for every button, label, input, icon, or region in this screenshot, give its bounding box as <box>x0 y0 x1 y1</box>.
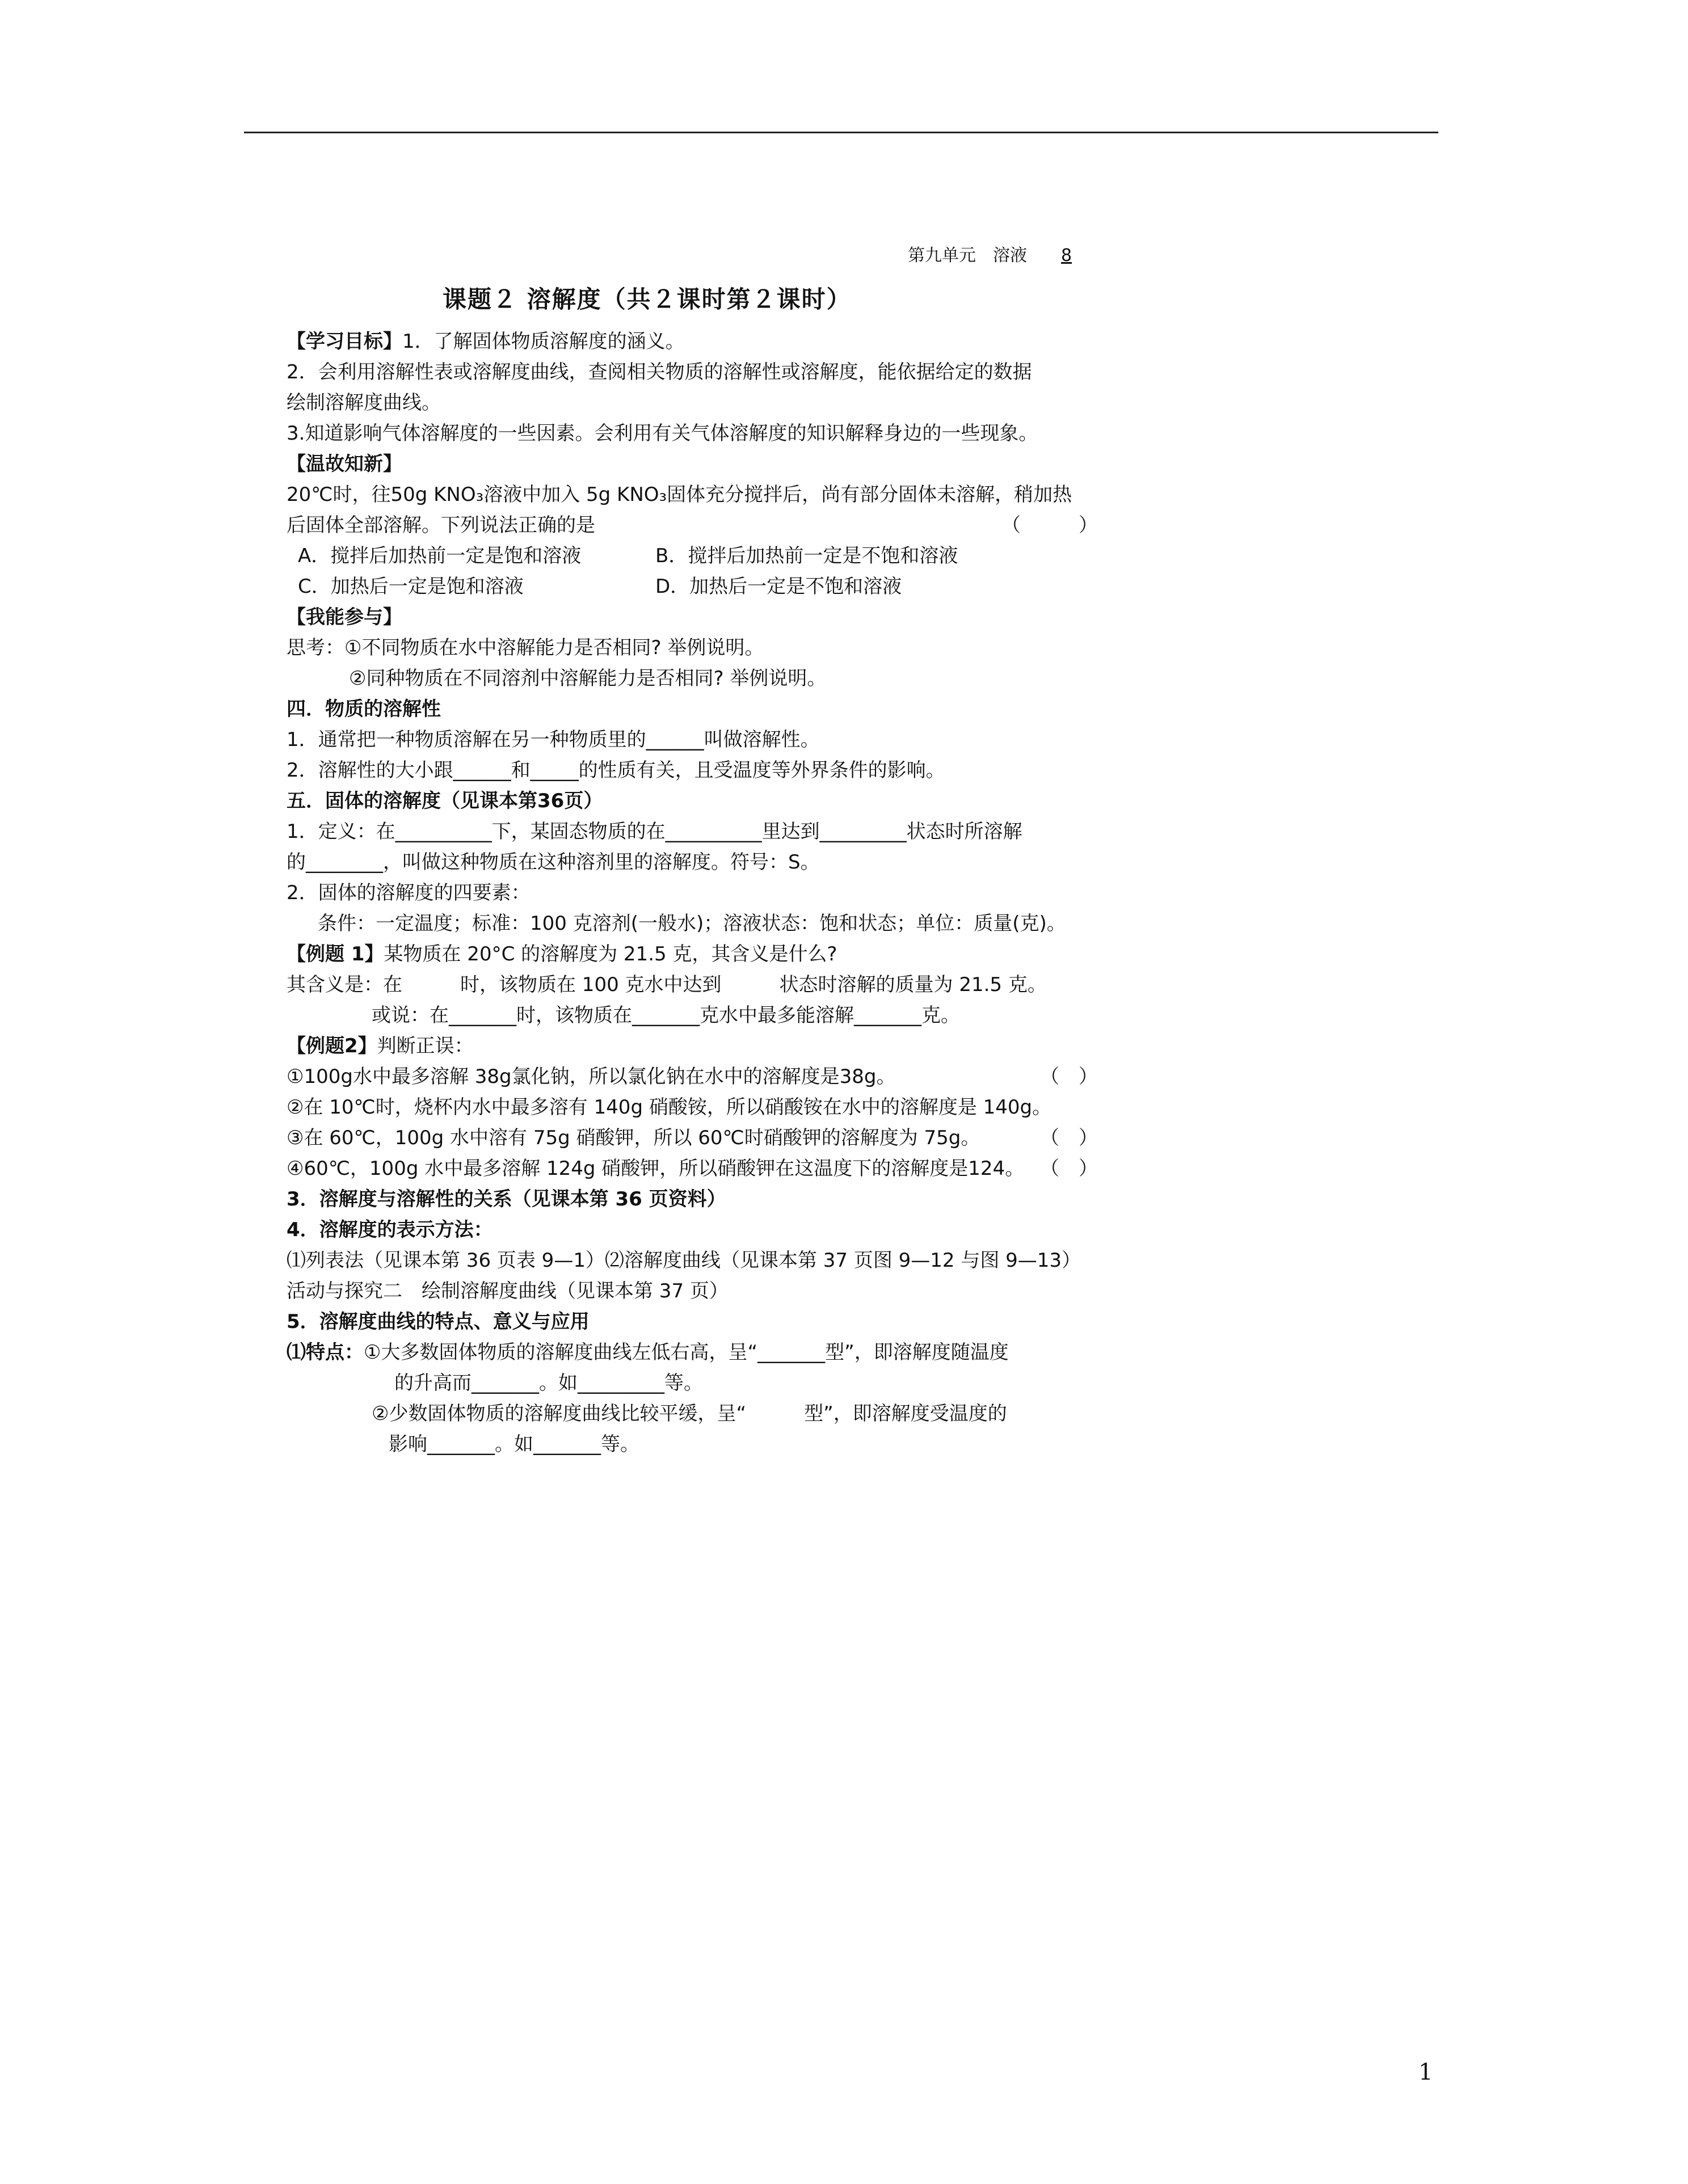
item-4-text: ④60℃，100g 水中最多溶解 124g 硝酸钾，所以硝酸钾在这温度下的溶解度是124。 <box>287 1157 1025 1180</box>
method-line-2: 活动与探究二 绘制溶解度曲线（见课本第 37 页） <box>287 1280 729 1302</box>
answer-parentheses: （ ） <box>1001 514 1098 537</box>
section-5b-heading: 5．溶解度曲线的特点、意义与应用 <box>287 1310 590 1333</box>
four-elements-heading: 2．固体的溶解度的四要素： <box>287 882 531 904</box>
participate-label: 【我能参与】 <box>287 606 402 629</box>
item-4-paren: （ ） <box>1040 1157 1098 1180</box>
feature-line-4: 影响_______。如_______等。 <box>389 1433 639 1456</box>
item-1-paren: （ ） <box>1040 1065 1098 1088</box>
example-2-label: 【例题2】 <box>287 1035 377 1057</box>
section-3-heading: 3．溶解度与溶解性的关系（见课本第 36 页资料） <box>287 1188 726 1211</box>
section-4-line-1: 1．通常把一种物质溶解在另一种物质里的______叫做溶解性。 <box>287 728 820 751</box>
feature-line-2: 的升高而_______。如_________等。 <box>394 1372 703 1394</box>
goal-1: 1．了解固体物质溶解度的涵义。 <box>402 330 685 353</box>
feature-line-3: ②少数固体物质的溶解度曲线比较平缓，呈“ 型”，即溶解度受温度的 <box>372 1402 1007 1425</box>
example-1-answer-2: 或说：在_______时，该物质在_______克水中最多能溶解_______克。 <box>372 1004 960 1027</box>
unit-label: 第九单元 溶液 <box>908 246 1027 265</box>
item-1-text: ①100g水中最多溶解 38g氯化钠，所以氯化钠在水中的溶解度是38g。 <box>287 1065 896 1088</box>
lesson-title: 课题２ 溶解度（共２课时第２课时） <box>443 285 852 313</box>
review-question-text: 后固体全部溶解。下列说法正确的是 <box>287 514 595 537</box>
four-elements: 条件：一定温度；标准：100 克溶剂(一般水)；溶液状态：饱和状态；单位：质量(克)。 <box>318 912 1066 935</box>
goal-2a: 2．会利用溶解性表或溶解度曲线，查阅相关物质的溶解性或溶解度，能依据给定的数据 <box>287 361 1032 383</box>
option-d: D．加热后一定是不饱和溶液 <box>655 575 902 598</box>
section-5-heading: 五．固体的溶解度（见课本第36页） <box>287 790 603 812</box>
goal-line-1 <box>287 326 1121 357</box>
section-4-line-2: 2．溶解性的大小跟______和_____的性质有关，且受温度等外界条件的影响。 <box>287 759 945 782</box>
review-question-2 <box>287 510 1121 541</box>
example-1-question <box>287 939 1121 969</box>
worksheet-body <box>287 326 1121 1460</box>
example-2-item-4 <box>287 1153 1121 1184</box>
section-4b-heading: 4．溶解度的表示方法： <box>287 1219 493 1241</box>
example-1-answer-1: 其含义是：在 时，该物质在 100 克水中达到 状态时溶解的质量为 21.5 克。 <box>287 973 1047 996</box>
header-page-mark: 8 <box>1061 246 1072 265</box>
option-a: A．搅拌后加热前一定是饱和溶液 <box>298 545 582 567</box>
feature-1-text: ①大多数固体物质的溶解度曲线左低右高，呈“_______型”，即溶解度随温度 <box>364 1341 1009 1364</box>
option-b: B．搅拌后加热前一定是不饱和溶液 <box>655 545 958 567</box>
option-c: C．加热后一定是饱和溶液 <box>298 575 524 598</box>
section-4-heading: 四．物质的溶解性 <box>287 698 441 720</box>
definition-line-2: 的________，叫做这种物质在这种溶剂里的溶解度。符号：S。 <box>287 851 820 874</box>
review-question-1: 20℃时，往50g KNO₃溶液中加入 5g KNO₃固体充分搅拌后，尚有部分固体未溶解，稍加热 <box>287 483 1072 506</box>
think-2: ②同种物质在不同溶剂中溶解能力是否相同? 举例说明。 <box>349 667 827 690</box>
goal-2b: 绘制溶解度曲线。 <box>287 391 441 414</box>
top-rule <box>244 132 1438 133</box>
page-number: 1 <box>1418 2059 1433 2085</box>
definition-line-1: 1．定义：在__________下，某固态物质的在__________里达到_________状态时所溶解 <box>287 820 1022 843</box>
feature-line-1 <box>287 1337 1121 1368</box>
review-label: 【温故知新】 <box>287 453 402 475</box>
goals-label: 【学习目标】 <box>287 330 402 353</box>
example-1-label: 【例题 1】 <box>287 943 384 965</box>
goal-3: 3.知道影响气体溶解度的一些因素。会利用有关气体溶解度的知识解释身边的一些现象。 <box>287 422 1038 445</box>
example-2-item-2: ②在 10℃时，烧杯内水中最多溶有 140g 硝酸铵，所以硝酸铵在水中的溶解度是 140g。 <box>287 1096 1052 1119</box>
example-2-item-1 <box>287 1061 1121 1092</box>
method-line-1: ⑴列表法（见课本第 36 页表 9—1）⑵溶解度曲线（见课本第 37 页图 9—12 与图 9—13） <box>287 1249 1081 1272</box>
think-1: 思考：①不同物质在水中溶解能力是否相同? 举例说明。 <box>287 636 764 659</box>
options-row-2 <box>287 571 1121 602</box>
item-3-paren: （ ） <box>1040 1127 1098 1149</box>
example-2-text: 判断正误： <box>377 1035 474 1057</box>
item-3-text: ③在 60℃，100g 水中溶有 75g 硝酸钾，所以 60℃时硝酸钾的溶解度为 75g。 <box>287 1127 980 1149</box>
example-2-item-3 <box>287 1123 1121 1153</box>
options-row-1 <box>287 541 1121 571</box>
example-2-question <box>287 1031 1121 1061</box>
example-1-text: 某物质在 20°C 的溶解度为 21.5 克，其含义是什么? <box>384 943 837 965</box>
running-header <box>908 241 1072 266</box>
feature-label: ⑴特点： <box>287 1341 364 1364</box>
